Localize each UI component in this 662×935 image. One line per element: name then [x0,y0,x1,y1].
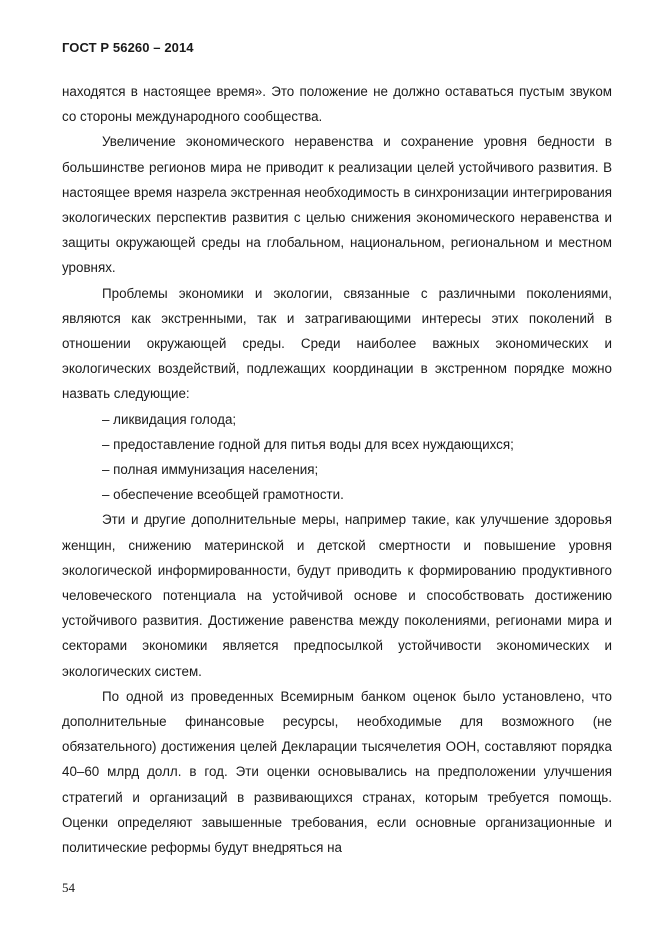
paragraph: Увеличение экономического неравенства и сохранение уровня бедности в большинстве регионов мира не приводит к реализации целей устойчивого развития. В настоящее время назрела экстренная необходимость в синхронизации интегрирования экологических перспектив развития с целью снижения экономического неравенства и защиты окружающей среды на глобальном, национальном, региональном и местном уровнях. [62,134,612,276]
list-item: – ликвидация голода; [102,411,237,427]
paragraph: По одной из проведенных Всемирным банком оценок было установлено, что дополнительные финансовые ресурсы, необходимые для возможного (не обязательного) достижения целей Декларации тысячелетия ООН, составляют порядка 40–60 млрд долл. в год. Эти оценки основывались на предположении улучшения стратегий и организаций в развивающихся странах, которым требуется помощь. Оценки определяют завышенные требования, если основные организационные и политические реформы будут внедряться на [62,688,612,856]
list-item: – обеспечение всеобщей грамотности. [102,487,344,503]
page-number: 54 [62,880,75,895]
list-item: – полная иммунизация населения; [102,462,319,478]
document-header: ГОСТ Р 56260 – 2014 [62,40,194,55]
paragraph-continuation: находятся в настоящее время». Это положение не должно оставаться пустым звуком со стороны международного сообщества. [62,84,612,125]
paragraph: Эти и другие дополнительные меры, например такие, как улучшение здоровья женщин, снижению материнской и детской смертности и повышение уровня экологической информированности, будут приводить к формированию продуктивного человеческого потенциала на устойчивой основе и способствовать достижению устойчивого развития. Достижение равенства между поколениями, регионами мира и секторами экономики является предпосылкой устойчивости экономических и экологических систем. [62,512,612,679]
document-body [62,79,612,860]
list-item: – предоставление годной для питья воды для всех нуждающихся; [102,436,514,452]
paragraph: Проблемы экономики и экологии, связанные с различными поколениями, являются как экстренными, так и затрагивающими интересы этих поколений в отношении окружающей среды. Среди наиболее важных экономических и экологических воздействий, подлежащих координации в экстренном порядке можно назвать следующие: [62,285,612,402]
